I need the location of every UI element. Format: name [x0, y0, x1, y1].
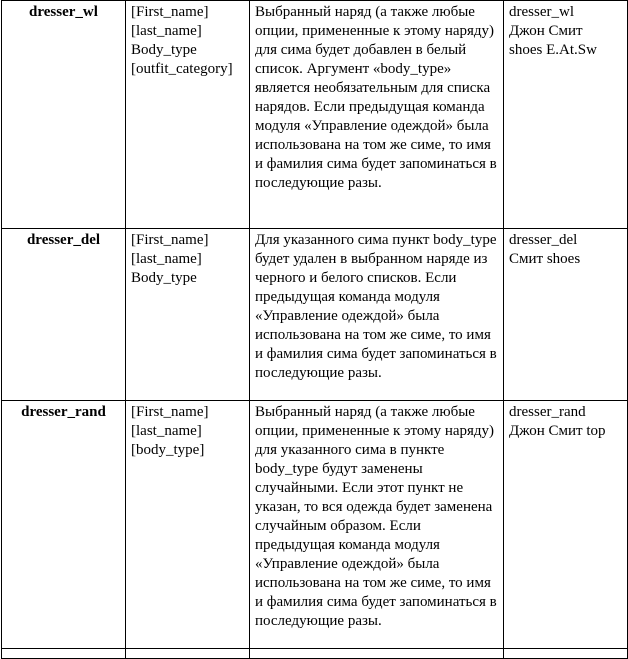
argument: [body_type]	[131, 442, 205, 458]
example-cell	[504, 229, 628, 401]
argument: [First_name]	[131, 4, 209, 20]
argument: [last_name]	[131, 23, 202, 39]
command-cell	[2, 401, 126, 649]
command-name: dresser_rand	[21, 404, 106, 420]
arguments-cell	[126, 1, 250, 229]
empty-cell	[2, 649, 126, 659]
description-cell	[250, 1, 504, 229]
arguments-cell	[126, 229, 250, 401]
arguments-cell	[126, 401, 250, 649]
table-row	[2, 1, 628, 229]
empty-cell	[126, 649, 250, 659]
description-cell	[250, 229, 504, 401]
command-name: dresser_wl	[29, 4, 98, 20]
example-line: Джон Смит top	[509, 423, 606, 439]
empty-cell	[504, 649, 628, 659]
empty-cell	[250, 649, 504, 659]
command-name: dresser_del	[26, 232, 101, 248]
argument: [First_name]	[131, 232, 209, 248]
example-line: dresser_del	[509, 232, 578, 248]
argument: Body_type	[131, 270, 197, 286]
argument: [First_name]	[131, 404, 209, 420]
description-text: Выбранный наряд (а также любые опции, примененные к этому наряду) для указанного сима в пункте body_type будут заменены случайными. Если этот пункт не указан, то вся одежда будет заменена случайным образом. Если предыдущая команда модуля «Управление одеждой» была использована на том же симе, то имя и фамилия сима будет запоминаться в последующие разы.	[255, 404, 497, 629]
example-cell	[504, 1, 628, 229]
argument: [last_name]	[131, 423, 202, 439]
command-cell	[2, 1, 126, 229]
table-row-cut	[2, 649, 628, 659]
argument: Body_type	[131, 42, 197, 58]
example-line: dresser_wl	[509, 4, 574, 20]
example-line: shoes E.At.Sw	[509, 42, 597, 58]
table-row	[2, 401, 628, 649]
description-text: Выбранный наряд (а также любые опции, примененные к этому наряду) для сима будет добавлен в белый список. Аргумент «body_type» является необязательным для списка нарядов. Если предыдущая команда модуля «Управление одеждой» была использована на том же симе, то имя и фамилия сима будет запоминаться в последующие разы.	[255, 4, 497, 191]
example-cell	[504, 401, 628, 649]
example-line: dresser_rand	[509, 404, 586, 420]
description-text: Для указанного сима пункт body_type будет удален в выбранном наряде из черного и белого списков. Если предыдущая команда модуля «Управление одеждой» была использована на том же симе, то имя и фамилия сима будет запоминаться в последующие разы.	[255, 232, 497, 381]
table-row	[2, 229, 628, 401]
example-line: Смит shoes	[509, 251, 581, 267]
description-cell	[250, 401, 504, 649]
argument: [last_name]	[131, 251, 202, 267]
argument: [outfit_category]	[131, 61, 233, 77]
command-cell	[2, 229, 126, 401]
commands-table	[1, 0, 628, 659]
example-line: Джон Смит	[509, 23, 583, 39]
